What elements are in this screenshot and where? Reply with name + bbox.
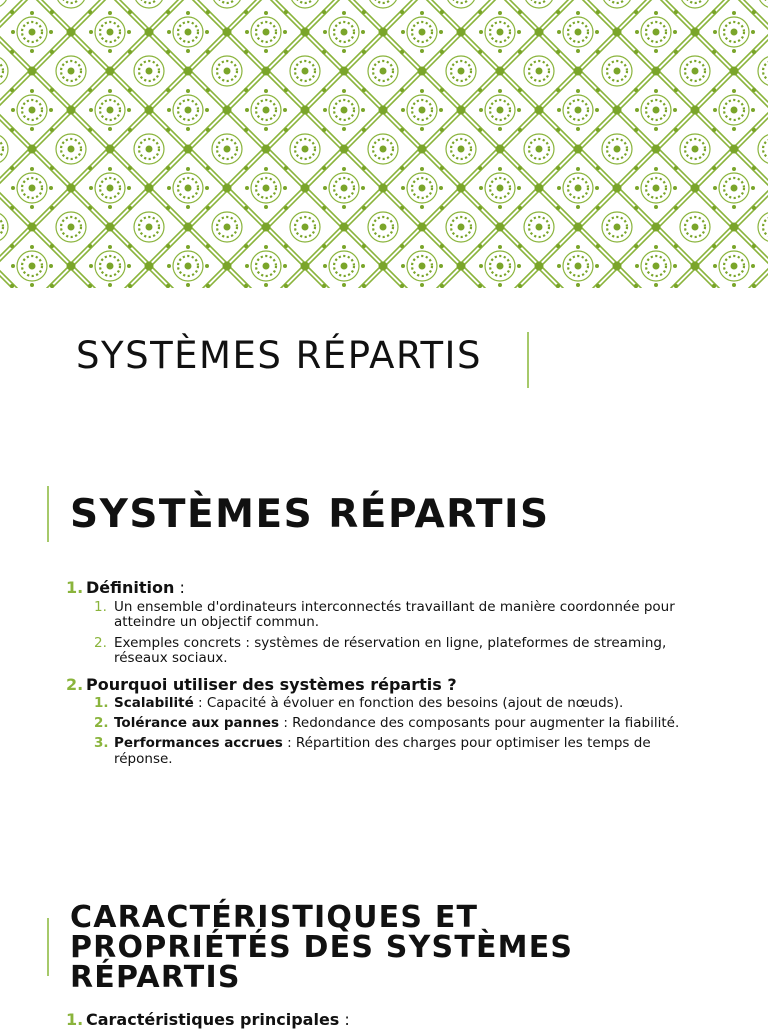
slide2-title: SYSTÈMES RÉPARTIS	[70, 492, 550, 537]
slide3-accent-bar	[47, 918, 49, 976]
list-text: Exemples concrets : systèmes de réservation en ligne, plateformes de streaming, réseaux sociaux.	[114, 634, 667, 666]
term: Performances accrues	[114, 735, 283, 751]
list-number: 1.	[94, 695, 109, 711]
section-heading: Définition	[86, 578, 175, 597]
list-text: Un ensemble d'ordinateurs interconnectés travaillant de manière coordonnée pour atteindre un objectif commun.	[114, 598, 675, 630]
list-number: 2.	[94, 714, 109, 731]
term: Scalabilité	[114, 695, 194, 711]
list-item	[94, 696, 686, 712]
list-number: 2.	[94, 634, 107, 651]
list-item	[94, 636, 686, 667]
term-description: : Capacité à évoluer en fonction des besoins (ajout de nœuds).	[193, 695, 624, 711]
section-heading: Caractéristiques principales	[86, 1010, 340, 1029]
slide2-accent-bar	[47, 486, 49, 542]
decorative-pattern-banner	[0, 0, 768, 288]
list-number: 3.	[94, 735, 109, 751]
cover-accent-bar	[527, 332, 529, 388]
slide3-title: CARACTÉRISTIQUES ET PROPRIÉTÉS DES SYSTÈMES RÉPARTIS	[70, 900, 574, 995]
term-description: : Répartition des charges pour optimiser les temps de réponse.	[114, 735, 651, 767]
list-item	[94, 736, 686, 767]
list-item	[66, 674, 686, 694]
cover-title: SYSTÈMES RÉPARTIS	[76, 334, 482, 377]
term: Tolérance aux pannes	[114, 714, 280, 731]
list-number: 1.	[66, 1010, 84, 1029]
slide3-list	[66, 1012, 686, 1032]
slide2-list	[66, 580, 686, 772]
list-item	[94, 716, 686, 732]
list-item	[66, 580, 686, 596]
list-number: 1.	[66, 578, 84, 597]
list-number: 2.	[66, 674, 84, 694]
list-item	[94, 600, 686, 631]
section-heading: Pourquoi utiliser des systèmes répartis ?	[86, 674, 457, 694]
list-number: 1.	[94, 598, 107, 615]
section-colon: :	[339, 1010, 350, 1029]
term-description: : Redondance des composants pour augmenter la fiabilité.	[279, 714, 680, 731]
list-item	[66, 1012, 686, 1028]
section-colon: :	[174, 578, 185, 597]
